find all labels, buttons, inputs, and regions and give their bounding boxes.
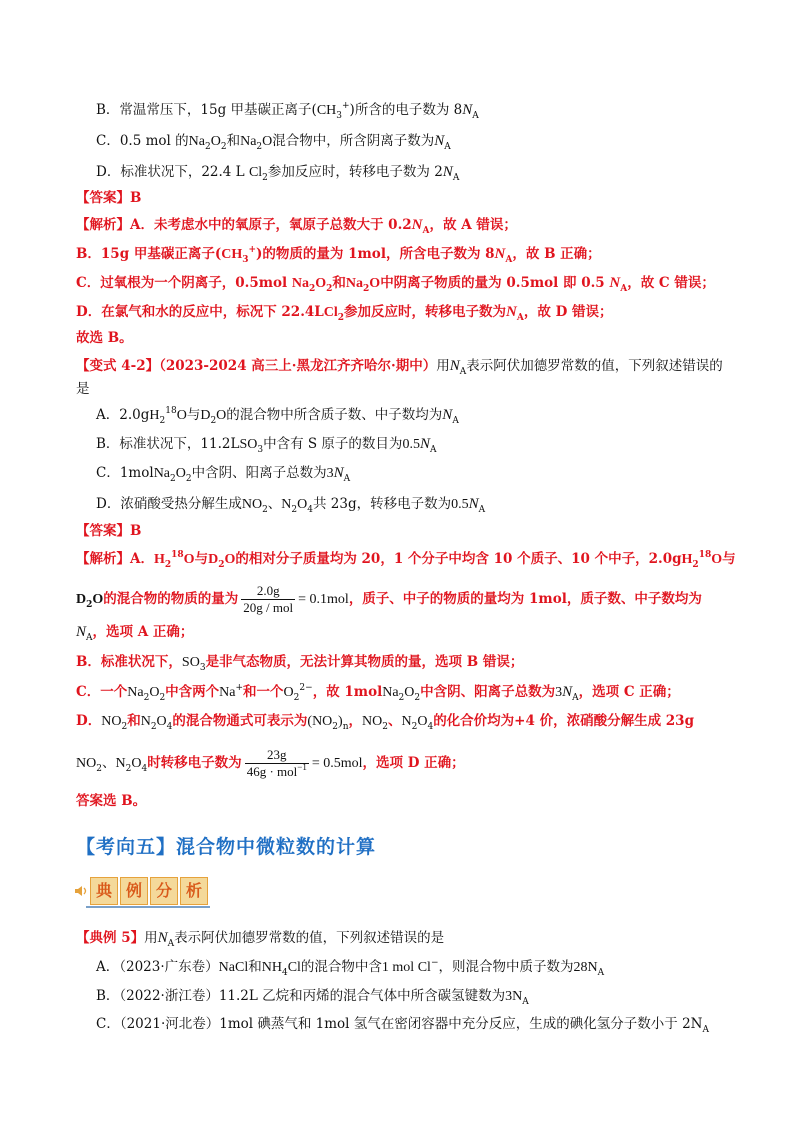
- variant-heading-cont: 是: [76, 381, 90, 397]
- variant-heading: 【变式 4-2】（2023-2024 高三上·黑龙江齐齐哈尔·期中）用$N_A$表示阿伏加德罗常数的值，下列叙述错误的: [76, 358, 723, 377]
- analysis-line-d-cont: $NO_2$、$N_2O_4$时转移电子数为 $\frac{23g}{46g \cdot mol^{-1}}$ = 0.5mol，选项 D 正确；: [76, 746, 465, 779]
- option-a: A．$2.0gH_2^{18}O$与$D_2O$的混合物中所含质子数、中子数均为$N_A$: [96, 406, 459, 426]
- fraction: $\frac{23g}{46g \cdot mol^{-1}}$: [246, 746, 307, 779]
- analysis-line-d: D．$NO_2$和$N_2O_4$的混合物通式可表示为$(NO_2)_n$，$NO_2$、$N_2O_4$的化合价均为+4 价，浓硝酸分解生成 23g: [76, 713, 695, 732]
- option-d: D．标准状况下，22.4 L $Cl_2$参加反应时，转移电子数为 $2N_A$: [96, 164, 460, 183]
- analysis-line-b: B．15g 甲基碳正离子$(CH_3^+)$的物质的量为 1mol，所含电子数为 $8N_A$，故 B 正确；: [76, 245, 601, 265]
- section-title: 【考向五】混合物中微粒数的计算: [76, 836, 377, 858]
- option-d: D．浓硝酸受热分解生成$NO_2$、$N_2O_4$共 23g，转移电子数为$0.5N_A$: [96, 496, 486, 515]
- speaker-icon: [74, 884, 88, 898]
- badge-chars: [90, 877, 210, 905]
- analysis-line-c: C．过氧根为一个阴离子，0.5mol $Na_2O_2$和$Na_2O$中阴离子物质的量为 0.5mol 即 0.5 $N_A$，故 C 错误；: [76, 275, 715, 294]
- example-option-c: C．（2021·河北卷）1mol 碘蒸气和 1mol 氢气在密闭容器中充分反应，生成的碘化氢分子数小于 $2N_A$: [96, 1016, 709, 1035]
- analysis-line-a: 【解析】A．$H_2^{18}O$与$D_2O$的相对分子质量均为 20，1 个分子中均含 10 个质子、10 个中子，$2.0gH_2^{18}O$与: [76, 550, 736, 570]
- answer-line: 【答案】B: [76, 190, 142, 206]
- option-b: B．标准状况下，$11.2LSO_3$中含有 S 原子的数目为$0.5N_A$: [96, 436, 437, 455]
- badge-underline: [86, 906, 210, 908]
- analysis-line-d: D．在氯气和水的反应中，标况下 22.4LCl$_2$参加反应时，转移电子数为$N_A$，故 D 错误；: [76, 304, 613, 323]
- badge-char: 例: [120, 877, 148, 905]
- badge-char: 分: [150, 877, 178, 905]
- analysis-line-c: C．一个$Na_2O_2$中含两个Na+和一个$O_2^{2-}$，故 $1molNa_2O_2$中含阴、阳离子总数为$3N_A$，选项 C 正确；: [76, 683, 680, 703]
- fraction: $\frac{2.0g}{\text{20g / mol}}$: [243, 583, 294, 615]
- option-b: B．常温常压下，15g 甲基碳正离子$(CH_3^+)$所含的电子数为 $8N_A$: [96, 101, 479, 121]
- example-option-a: A．（2023·广东卷）NaCl和$NH_4Cl$的混合物中含1 mol Cl−，则混合物中质子数为$28N_A$: [96, 958, 605, 978]
- analysis-line-a-end: $N_A$，选项 A 正确；: [76, 624, 194, 643]
- badge-char: 典: [90, 877, 118, 905]
- option-c: C．0.5 mol 的$Na_2O_2$和$Na_2O$混合物中，所含阴离子数为$N_A$: [96, 133, 451, 152]
- example-option-b: B．（2022·浙江卷）11.2L 乙烷和丙烯的混合气体中所含碳氢键数为$3N_A$: [96, 988, 529, 1007]
- analysis-conclusion: 答案选 B。: [76, 793, 147, 809]
- analysis-conclusion: 故选 B。: [76, 330, 133, 346]
- analysis-line-a-cont: $D_2O$的混合物的物质的量为 $\frac{2.0g}{\text{20g / mol}}$ = 0.1mol，质子、中子的物质的量均为 1mol，质子数、中子数均为: [76, 583, 702, 615]
- answer-line: 【答案】B: [76, 523, 142, 539]
- analysis-line-b: B．标准状况下，$SO_3$是非气态物质，无法计算其物质的量，选项 B 错误；: [76, 654, 524, 673]
- badge-char: 析: [180, 877, 208, 905]
- example-heading: 【典例 5】用$N_A$表示阿伏加德罗常数的值，下列叙述错误的是: [76, 930, 445, 949]
- analysis-line-a: 【解析】A．未考虑水中的氧原子，氧原子总数大于 $0.2N_A$，故 A 错误；: [76, 217, 517, 236]
- example-analysis-badge: [74, 877, 210, 905]
- option-c: C．$1molNa_2O_2$中含阴、阳离子总数为$3N_A$: [96, 465, 351, 484]
